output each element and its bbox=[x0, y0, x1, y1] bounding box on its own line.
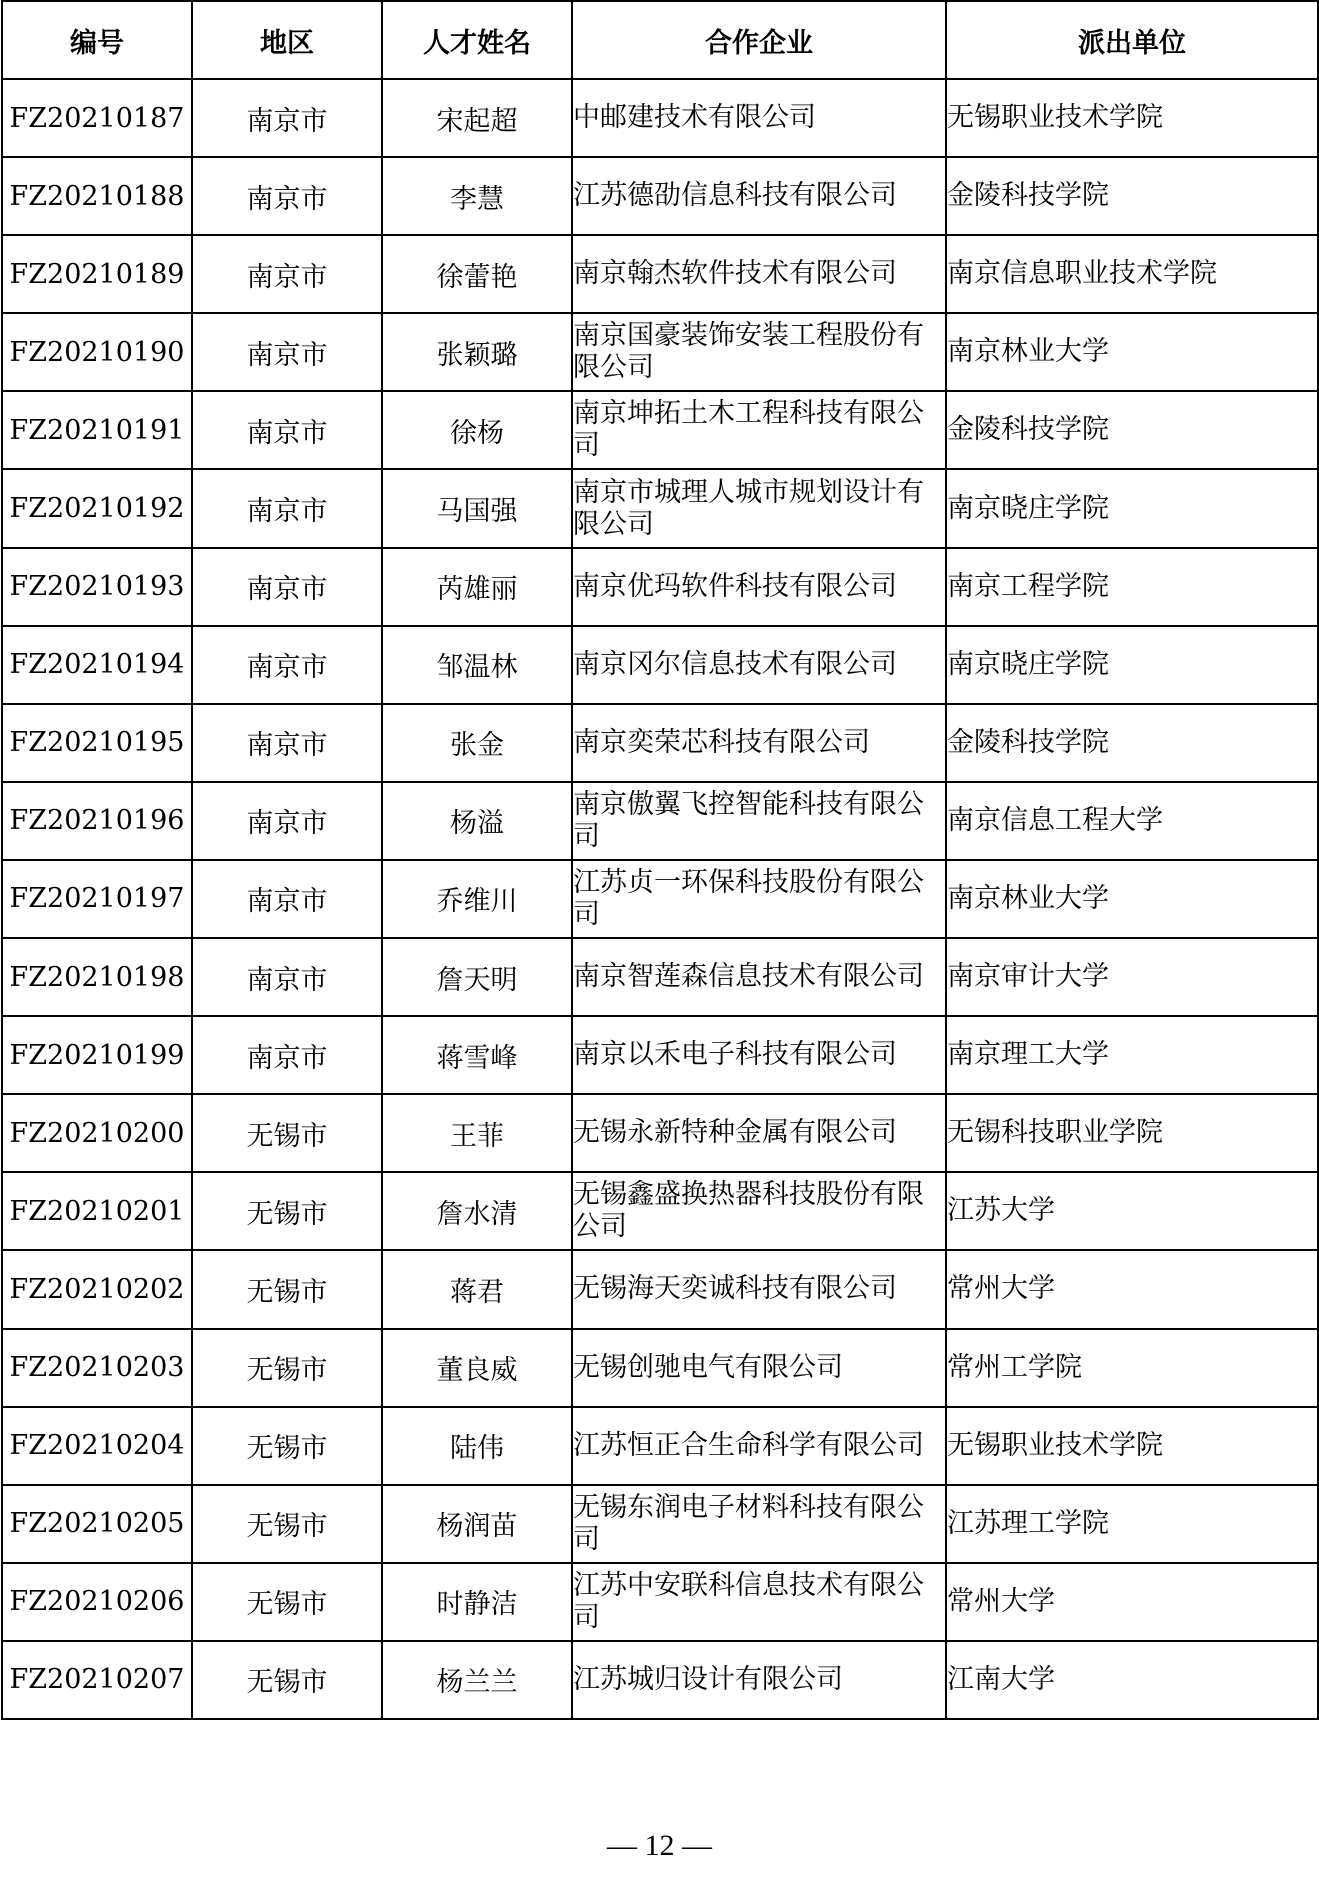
cell-id: FZ20210203 bbox=[2, 1329, 192, 1407]
cell-region: 南京市 bbox=[192, 704, 382, 782]
cell-unit: 金陵科技学院 bbox=[946, 704, 1318, 782]
cell-id: FZ20210193 bbox=[2, 548, 192, 626]
cell-region: 南京市 bbox=[192, 157, 382, 235]
cell-unit: 南京工程学院 bbox=[946, 548, 1318, 626]
cell-unit: 常州工学院 bbox=[946, 1329, 1318, 1407]
table-row bbox=[2, 391, 1318, 469]
cell-name: 蒋君 bbox=[382, 1250, 572, 1328]
cell-company: 无锡东润电子材料科技有限公司 bbox=[572, 1485, 946, 1563]
cell-name: 詹水清 bbox=[382, 1172, 572, 1250]
table-row bbox=[2, 1407, 1318, 1485]
cell-id: FZ20210195 bbox=[2, 704, 192, 782]
cell-name: 詹天明 bbox=[382, 938, 572, 1016]
cell-name: 陆伟 bbox=[382, 1407, 572, 1485]
cell-company: 无锡创驰电气有限公司 bbox=[572, 1329, 946, 1407]
cell-unit: 无锡科技职业学院 bbox=[946, 1094, 1318, 1172]
cell-region: 无锡市 bbox=[192, 1094, 382, 1172]
cell-company: 南京智莲森信息技术有限公司 bbox=[572, 938, 946, 1016]
cell-company: 南京翰杰软件技术有限公司 bbox=[572, 235, 946, 313]
cell-region: 无锡市 bbox=[192, 1563, 382, 1641]
cell-name: 蒋雪峰 bbox=[382, 1016, 572, 1094]
cell-id: FZ20210198 bbox=[2, 938, 192, 1016]
cell-id: FZ20210190 bbox=[2, 313, 192, 391]
cell-id: FZ20210197 bbox=[2, 860, 192, 938]
cell-company: 无锡永新特种金属有限公司 bbox=[572, 1094, 946, 1172]
table-row bbox=[2, 782, 1318, 860]
cell-id: FZ20210196 bbox=[2, 782, 192, 860]
cell-company: 南京以禾电子科技有限公司 bbox=[572, 1016, 946, 1094]
cell-unit: 南京林业大学 bbox=[946, 313, 1318, 391]
table-row bbox=[2, 1485, 1318, 1563]
cell-unit: 南京晓庄学院 bbox=[946, 469, 1318, 547]
cell-name: 李慧 bbox=[382, 157, 572, 235]
cell-region: 无锡市 bbox=[192, 1407, 382, 1485]
cell-id: FZ20210192 bbox=[2, 469, 192, 547]
table-header-row bbox=[2, 1, 1318, 79]
cell-unit: 南京理工大学 bbox=[946, 1016, 1318, 1094]
cell-unit: 无锡职业技术学院 bbox=[946, 1407, 1318, 1485]
cell-id: FZ20210199 bbox=[2, 1016, 192, 1094]
cell-company: 南京傲翼飞控智能科技有限公司 bbox=[572, 782, 946, 860]
cell-region: 南京市 bbox=[192, 391, 382, 469]
cell-region: 无锡市 bbox=[192, 1641, 382, 1719]
cell-name: 张颖璐 bbox=[382, 313, 572, 391]
cell-name: 徐杨 bbox=[382, 391, 572, 469]
table-row bbox=[2, 860, 1318, 938]
table-row bbox=[2, 626, 1318, 704]
table-row bbox=[2, 938, 1318, 1016]
cell-id: FZ20210204 bbox=[2, 1407, 192, 1485]
cell-region: 南京市 bbox=[192, 469, 382, 547]
cell-name: 宋起超 bbox=[382, 79, 572, 157]
table-row bbox=[2, 548, 1318, 626]
cell-region: 南京市 bbox=[192, 548, 382, 626]
table-row bbox=[2, 157, 1318, 235]
cell-region: 南京市 bbox=[192, 860, 382, 938]
cell-unit: 南京林业大学 bbox=[946, 860, 1318, 938]
cell-name: 杨兰兰 bbox=[382, 1641, 572, 1719]
cell-unit: 江苏理工学院 bbox=[946, 1485, 1318, 1563]
cell-region: 南京市 bbox=[192, 1016, 382, 1094]
cell-region: 南京市 bbox=[192, 938, 382, 1016]
cell-region: 南京市 bbox=[192, 79, 382, 157]
cell-name: 时静洁 bbox=[382, 1563, 572, 1641]
table-row bbox=[2, 1641, 1318, 1719]
table-row bbox=[2, 469, 1318, 547]
table-row bbox=[2, 1016, 1318, 1094]
table-row bbox=[2, 235, 1318, 313]
cell-id: FZ20210207 bbox=[2, 1641, 192, 1719]
cell-unit: 江南大学 bbox=[946, 1641, 1318, 1719]
cell-company: 南京优玛软件科技有限公司 bbox=[572, 548, 946, 626]
cell-name: 乔维川 bbox=[382, 860, 572, 938]
cell-id: FZ20210206 bbox=[2, 1563, 192, 1641]
header-unit: 派出单位 bbox=[946, 1, 1318, 79]
table-row bbox=[2, 704, 1318, 782]
cell-unit: 南京晓庄学院 bbox=[946, 626, 1318, 704]
cell-region: 南京市 bbox=[192, 313, 382, 391]
cell-name: 董良威 bbox=[382, 1329, 572, 1407]
cell-company: 中邮建技术有限公司 bbox=[572, 79, 946, 157]
cell-id: FZ20210191 bbox=[2, 391, 192, 469]
cell-company: 南京冈尔信息技术有限公司 bbox=[572, 626, 946, 704]
cell-id: FZ20210188 bbox=[2, 157, 192, 235]
cell-region: 无锡市 bbox=[192, 1172, 382, 1250]
header-company: 合作企业 bbox=[572, 1, 946, 79]
cell-id: FZ20210202 bbox=[2, 1250, 192, 1328]
cell-unit: 常州大学 bbox=[946, 1250, 1318, 1328]
cell-unit: 南京信息职业技术学院 bbox=[946, 235, 1318, 313]
cell-unit: 金陵科技学院 bbox=[946, 157, 1318, 235]
cell-region: 无锡市 bbox=[192, 1250, 382, 1328]
cell-name: 杨润苗 bbox=[382, 1485, 572, 1563]
header-name: 人才姓名 bbox=[382, 1, 572, 79]
cell-region: 无锡市 bbox=[192, 1329, 382, 1407]
cell-region: 南京市 bbox=[192, 782, 382, 860]
cell-company: 江苏恒正合生命科学有限公司 bbox=[572, 1407, 946, 1485]
cell-id: FZ20210194 bbox=[2, 626, 192, 704]
table-body bbox=[2, 79, 1318, 1719]
cell-name: 杨溢 bbox=[382, 782, 572, 860]
cell-name: 王菲 bbox=[382, 1094, 572, 1172]
cell-unit: 南京审计大学 bbox=[946, 938, 1318, 1016]
header-region: 地区 bbox=[192, 1, 382, 79]
cell-name: 徐蕾艳 bbox=[382, 235, 572, 313]
cell-company: 江苏德劭信息科技有限公司 bbox=[572, 157, 946, 235]
page-number: — 12 — bbox=[607, 1829, 712, 1862]
cell-unit: 无锡职业技术学院 bbox=[946, 79, 1318, 157]
cell-name: 张金 bbox=[382, 704, 572, 782]
talent-table bbox=[1, 0, 1319, 1720]
cell-region: 南京市 bbox=[192, 235, 382, 313]
cell-id: FZ20210187 bbox=[2, 79, 192, 157]
cell-company: 南京国豪装饰安装工程股份有限公司 bbox=[572, 313, 946, 391]
cell-name: 马国强 bbox=[382, 469, 572, 547]
cell-company: 南京市城理人城市规划设计有限公司 bbox=[572, 469, 946, 547]
cell-id: FZ20210200 bbox=[2, 1094, 192, 1172]
cell-region: 南京市 bbox=[192, 626, 382, 704]
cell-company: 江苏贞一环保科技股份有限公司 bbox=[572, 860, 946, 938]
cell-unit: 金陵科技学院 bbox=[946, 391, 1318, 469]
cell-unit: 常州大学 bbox=[946, 1563, 1318, 1641]
cell-id: FZ20210205 bbox=[2, 1485, 192, 1563]
cell-company: 无锡鑫盛换热器科技股份有限公司 bbox=[572, 1172, 946, 1250]
cell-unit: 南京信息工程大学 bbox=[946, 782, 1318, 860]
cell-company: 江苏中安联科信息技术有限公司 bbox=[572, 1563, 946, 1641]
table-row bbox=[2, 79, 1318, 157]
header-id: 编号 bbox=[2, 1, 192, 79]
cell-name: 邹温林 bbox=[382, 626, 572, 704]
table-row bbox=[2, 1094, 1318, 1172]
table-row bbox=[2, 1329, 1318, 1407]
cell-id: FZ20210201 bbox=[2, 1172, 192, 1250]
cell-company: 江苏城归设计有限公司 bbox=[572, 1641, 946, 1719]
cell-company: 无锡海天奕诚科技有限公司 bbox=[572, 1250, 946, 1328]
cell-id: FZ20210189 bbox=[2, 235, 192, 313]
cell-company: 南京坤拓土木工程科技有限公司 bbox=[572, 391, 946, 469]
cell-name: 芮雄丽 bbox=[382, 548, 572, 626]
table-row bbox=[2, 1563, 1318, 1641]
table-row bbox=[2, 1250, 1318, 1328]
cell-region: 无锡市 bbox=[192, 1485, 382, 1563]
table-row bbox=[2, 313, 1318, 391]
cell-unit: 江苏大学 bbox=[946, 1172, 1318, 1250]
table-row bbox=[2, 1172, 1318, 1250]
cell-company: 南京奕荣芯科技有限公司 bbox=[572, 704, 946, 782]
